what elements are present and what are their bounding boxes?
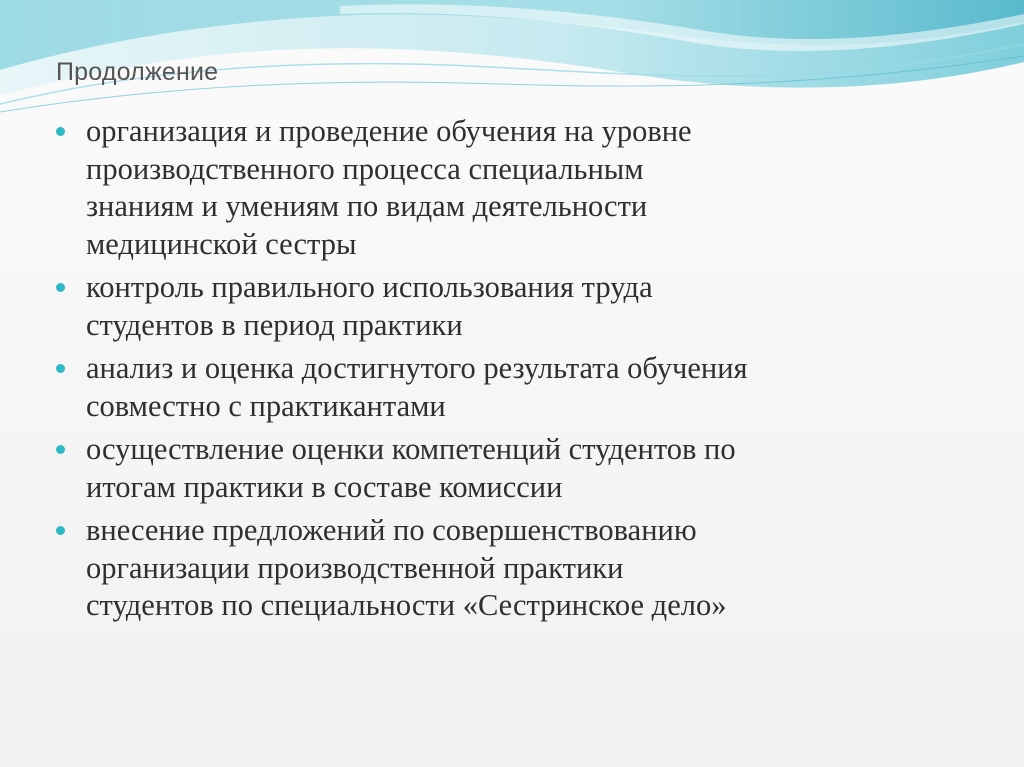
bullet-text: контроль правильного использования труда студентов в период практики [86,270,653,342]
bullet-text: организация и проведение обучения на уровне производственного процесса специальным знаниям и умениям по видам деятельности медицинской сестры [86,114,692,261]
bullet-dot-icon [56,364,65,373]
bullet-dot-icon [56,283,65,292]
slide-title: Продолжение [56,58,219,86]
bullet-item [54,512,974,625]
bullet-dot-icon [56,445,65,454]
bullet-list [54,113,974,631]
bullet-item [54,269,974,344]
bullet-text: анализ и оценка достигнутого результата обучения совместно с практикантами [86,351,748,423]
bullet-dot-icon [56,526,65,535]
bullet-text: внесение предложений по совершенствованию организации производственной практики студентов по специальности «Сестринское дело» [86,513,727,622]
bullet-dot-icon [56,127,65,136]
bullet-item [54,350,974,425]
bullet-item [54,431,974,506]
bullet-text: осуществление оценки компетенций студентов по итогам практики в составе комиссии [86,432,736,504]
bullet-item [54,113,974,263]
